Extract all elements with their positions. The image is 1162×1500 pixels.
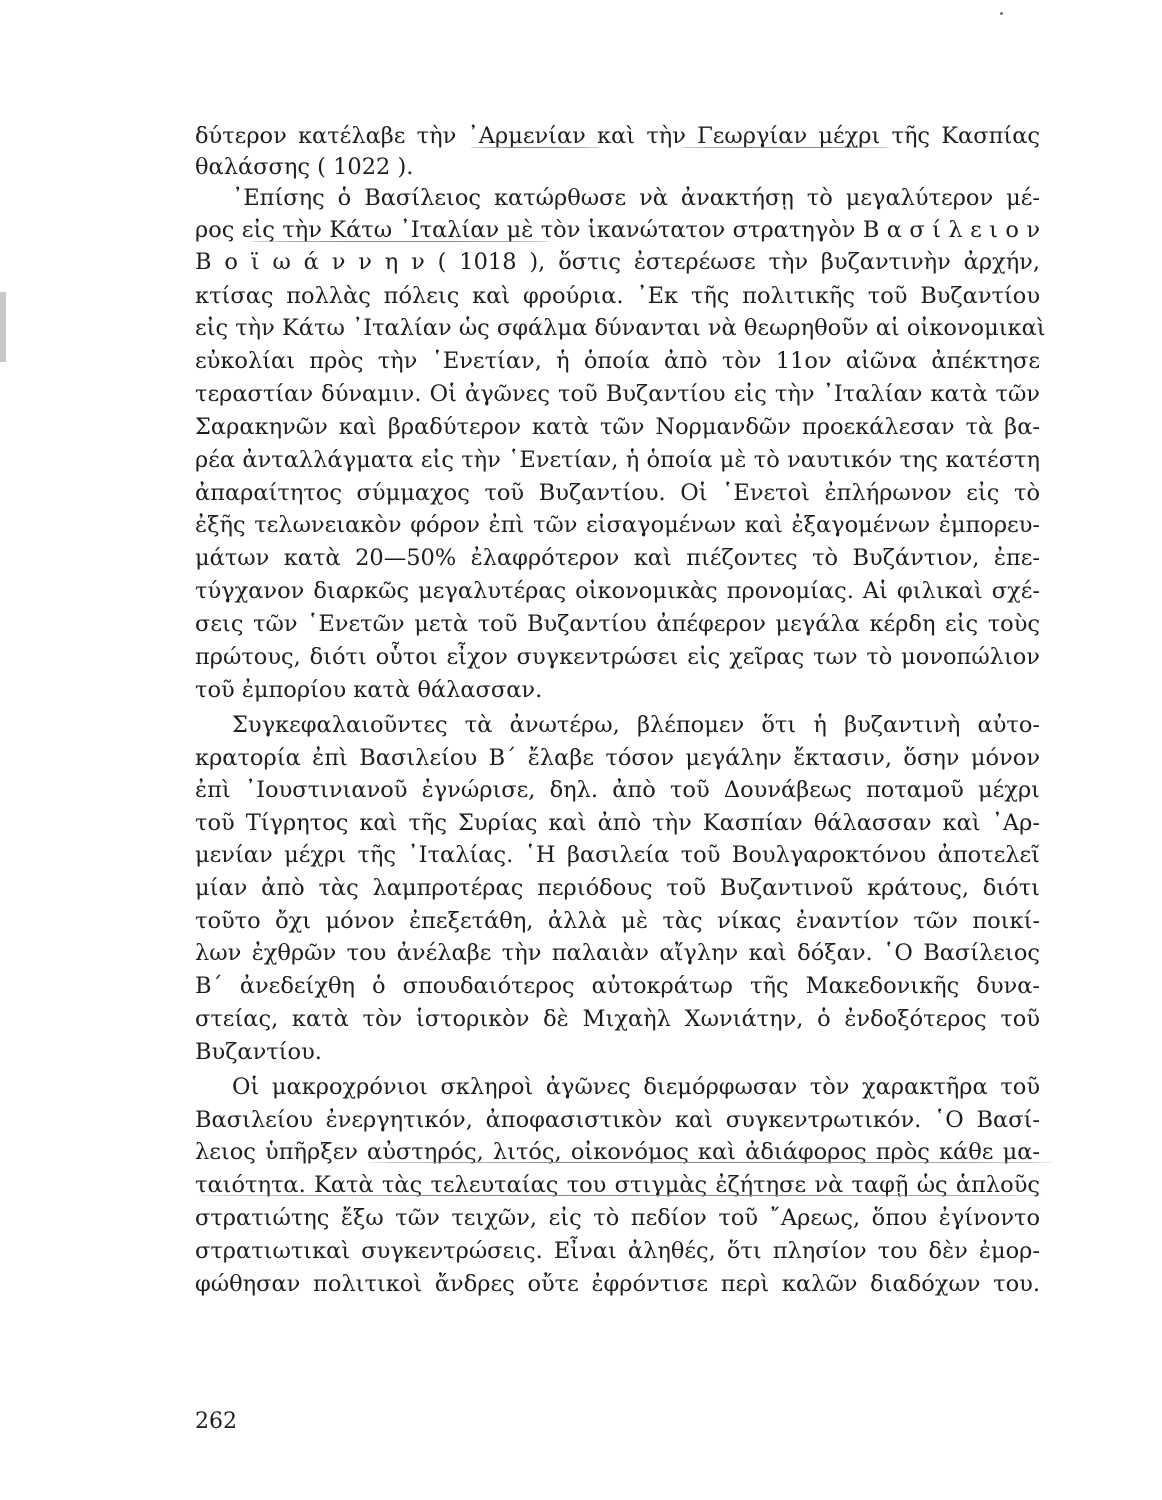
text-line: ἐπὶ ᾿Ιουστινιανοῦ ἐγνώρισε, δηλ. ἀπὸ τοῦ Δουνάβεως ποταμοῦ μέχρι — [195, 777, 1040, 803]
text-line: τύγχανον διαρκῶς μεγαλυτέρας οἰκονομικὰς προνομίας. Αἱ φιλικαὶ σχέ- — [195, 578, 1040, 604]
text-line: λων ἐχθρῶν του ἀνέλαβε τὴν παλαιὰν αἴγλην καὶ δόξαν. ῾Ο Βασίλειος — [195, 940, 1040, 966]
text-line: λειος ὑπῆρξεν αὐστηρός, λιτός, οἰκονόμος καὶ ἀδιάφορος πρὸς κάθε μα- — [195, 1139, 1040, 1165]
text-line: δύτερον κατέλαβε τὴν ᾿Αρμενίαν καὶ τὴν Γεωργίαν μέχρι τῆς Κασπίας — [195, 123, 1040, 149]
page-number: 262 — [195, 1409, 237, 1434]
text-line: σεις τῶν ῾Ενετῶν μετὰ τοῦ Βυζαντίου ἀπέφερον μεγάλα κέρδη εἰς τοὺς — [195, 611, 1040, 637]
text-line: ἐξῆς τελωνειακὸν φόρον ἐπὶ τῶν εἰσαγομένων καὶ ἐξαγομένων ἐμπορευ- — [195, 512, 1040, 538]
text-line: Συγκεφαλαιοῦντες τὰ ἀνωτέρω, βλέπομεν ὅτι ἡ βυζαντινὴ αὐτο- — [232, 712, 1040, 738]
text-line: Β´ ἀνεδείχθη ὁ σπουδαιότερος αὐτοκράτωρ τῆς Μακεδονικῆς δυνα- — [195, 973, 1040, 999]
text-line: Βυζαντίου. — [195, 1039, 322, 1065]
text-line: τοῦ ἐμπορίου κατὰ θάλασσαν. — [195, 677, 543, 703]
text-line: τοῦτο ὄχι μόνον ἐπεξετάθη, ἀλλὰ μὲ τὰς νίκας ἐναντίον τῶν ποικί- — [195, 908, 1040, 934]
pencil-underline — [470, 147, 600, 148]
text-line: μενίαν μέχρι τῆς ᾿Ιταλίας. ῾Η βασιλεία τοῦ Βουλγαροκτόνου ἀποτελεῖ — [195, 842, 1040, 868]
binding-shadow — [0, 292, 6, 362]
text-line: εἰς τὴν Κάτω ᾿Ιταλίαν ὡς σφάλμα δύνανται νὰ θεωρηθοῦν αἱ οἰκονομικαὶ — [195, 315, 1046, 341]
pencil-underline — [195, 1195, 1045, 1196]
text-line: ρέα ἀνταλλάγματα εἰς τὴν ῾Ενετίαν, ἡ ὁποία μὲ τὸ ναυτικόν της κατέστη — [195, 447, 1040, 473]
pencil-underline — [365, 1162, 1055, 1163]
text-line: εὐκολίαι πρὸς τὴν ῾Ενετίαν, ἡ ὁποία ἀπὸ τὸν 11ον αἰῶνα ἀπέκτησε — [195, 348, 1040, 374]
text-line: Σαρακηνῶν καὶ βραδύτερον κατὰ τῶν Νορμανδῶν προεκάλεσαν τὰ βα- — [195, 414, 1040, 440]
text-line: στρατιωτικαὶ συγκεντρώσεις. Εἶναι ἀληθές, ὅτι πλησίον του δὲν ἐμορ- — [195, 1238, 1040, 1264]
text-line: ταιότητα. Κατὰ τὰς τελευταίας του στιγμὰς ἐζήτησε νὰ ταφῇ ὡς ἁπλοῦς — [195, 1172, 1040, 1198]
text-line: ἀπαραίτητος σύμμαχος τοῦ Βυζαντίου. Οἱ ῾Ενετοὶ ἐπλήρωνον εἰς τὸ — [195, 480, 1040, 506]
text-line: στείας, κατὰ τὸν ἱστορικὸν δὲ Μιχαὴλ Χωνιάτην, ὁ ἐνδοξότερος τοῦ — [195, 1006, 1040, 1032]
pencil-underline — [250, 241, 550, 242]
text-line: κτίσας πολλὰς πόλεις καὶ φρούρια. ᾿Εκ τῆς πολιτικῆς τοῦ Βυζαντίου — [195, 283, 1040, 309]
text-line: μάτων κατὰ 20—50% ἐλαφρότερον καὶ πιέζοντες τὸ Βυζάντιον, ἐπε- — [195, 545, 1040, 571]
text-line: φώθησαν πολιτικοὶ ἄνδρες οὔτε ἐφρόντισε περὶ καλῶν διαδόχων του. — [195, 1271, 1040, 1297]
text-line: Β ο ϊ ω ά ν ν η ν ( 1018 ), ὅστις ἐστερέωσε τὴν βυζαντινὴν ἀρχήν, — [195, 249, 1040, 275]
text-line: Οἱ μακροχρόνιοι σκληροὶ ἀγῶνες διεμόρφωσαν τὸν χαρακτῆρα τοῦ — [232, 1074, 1040, 1100]
text-line: ᾿Επίσης ὁ Βασίλειος κατώρθωσε νὰ ἀνακτήσῃ τὸ μεγαλύτερον μέ- — [232, 185, 1040, 211]
pencil-underline — [680, 147, 890, 148]
text-line: ρος εἰς τὴν Κάτω ᾿Ιταλίαν μὲ τὸν ἱκανώτατον στρατηγὸν Β α σ ί λ ε ι ο ν — [195, 217, 1040, 243]
text-line: θαλάσσης ( 1022 ). — [195, 154, 414, 180]
scan-speck — [1000, 12, 1003, 15]
text-line: στρατιώτης ἔξω τῶν τειχῶν, εἰς τὸ πεδίον τοῦ ῎Αρεως, ὅπου ἐγίνοντο — [195, 1205, 1040, 1231]
text-line: πρώτους, διότι οὗτοι εἶχον συγκεντρώσει εἰς χεῖρας των τὸ μονοπώλιον — [195, 644, 1040, 670]
text-line: Βασιλείου ἐνεργητικόν, ἀποφασιστικὸν καὶ συγκεντρωτικόν. ῾Ο Βασί- — [195, 1107, 1040, 1133]
text-line: μίαν ἀπὸ τὰς λαμπροτέρας περιόδους τοῦ Βυζαντινοῦ κράτους, διότι — [195, 875, 1040, 901]
text-line: τοῦ Τίγρητος καὶ τῆς Συρίας καὶ ἀπὸ τὴν Κασπίαν θάλασσαν καὶ ᾿Αρ- — [195, 810, 1040, 836]
text-line: τεραστίαν δύναμιν. Οἱ ἀγῶνες τοῦ Βυζαντίου εἰς τὴν ᾿Ιταλίαν κατὰ τῶν — [195, 381, 1040, 407]
text-line: κρατορία ἐπὶ Βασιλείου Β´ ἔλαβε τόσον μεγάλην ἔκτασιν, ὅσην μόνον — [195, 745, 1040, 771]
